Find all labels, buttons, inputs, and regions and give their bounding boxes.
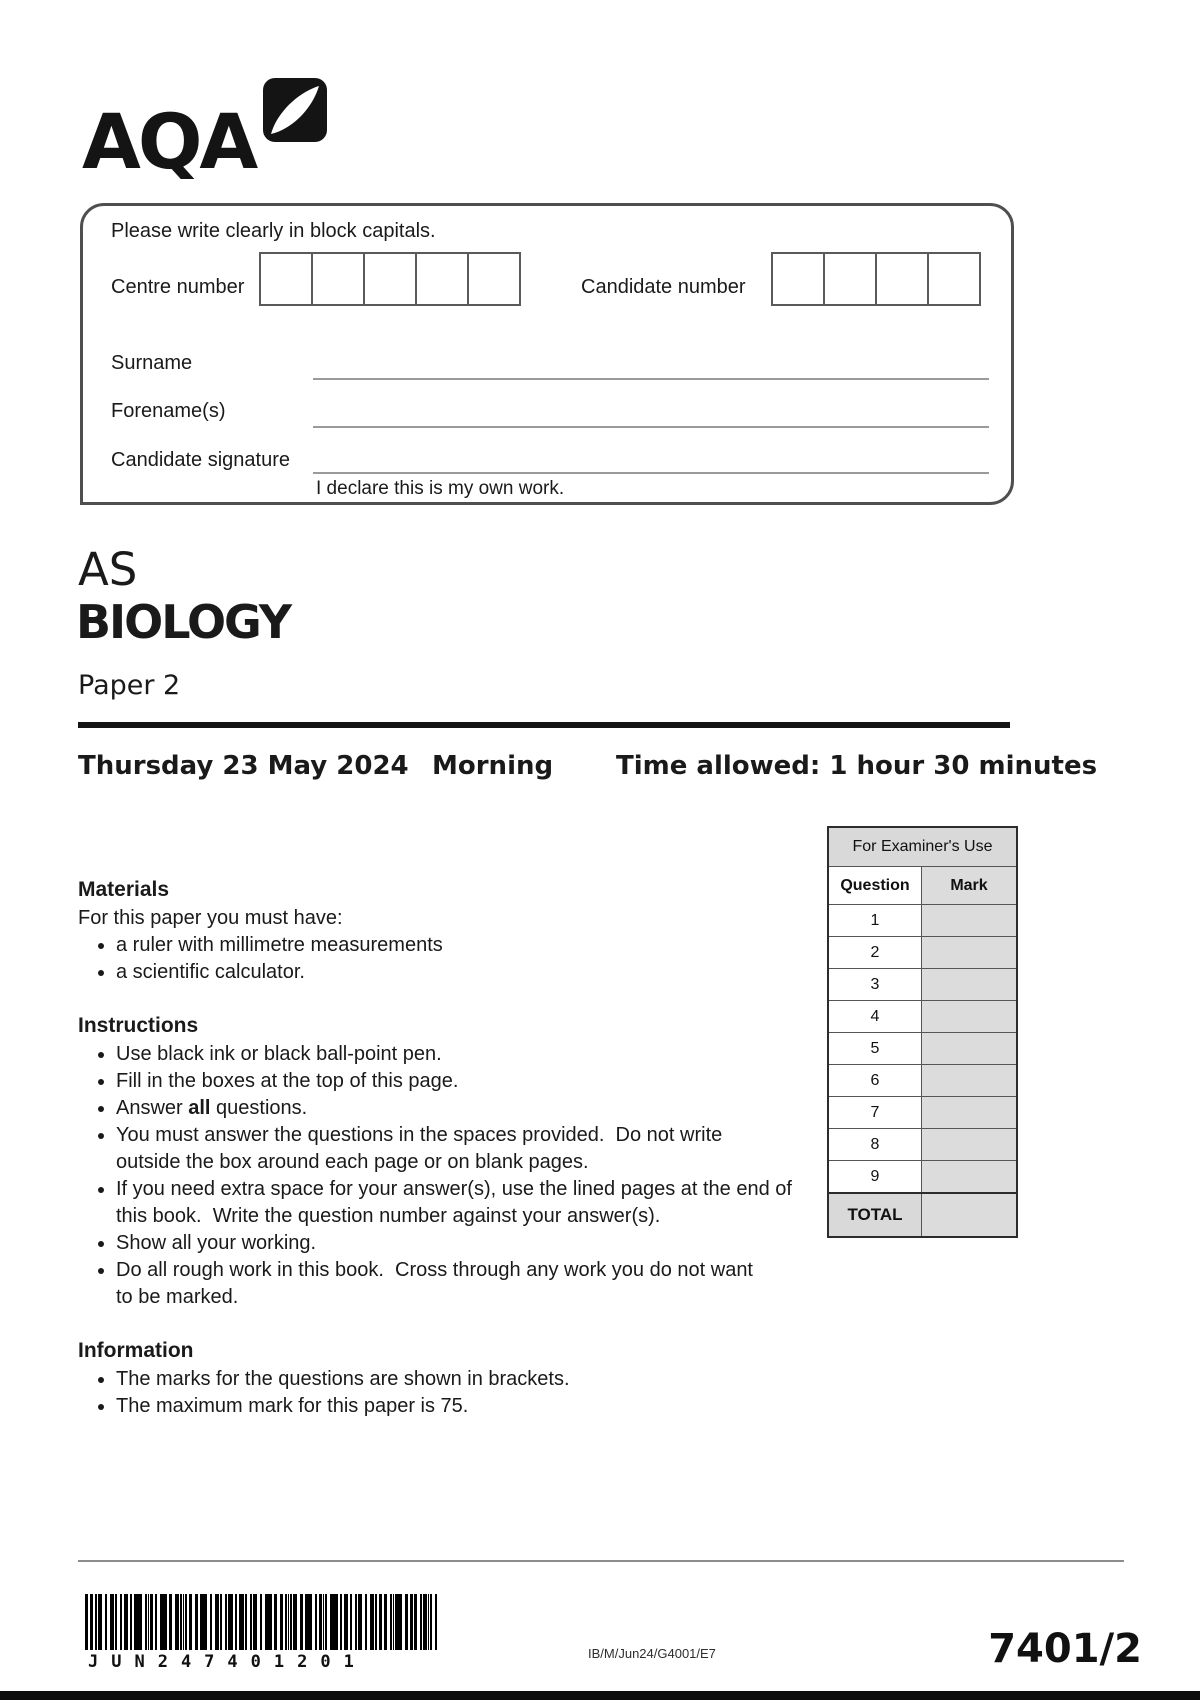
instruction-item: • Show all your working. <box>116 1230 838 1257</box>
examiner-table-total-row <box>828 1193 1017 1237</box>
mark-input-cell[interactable] <box>922 1129 1018 1161</box>
candidate-number-label: Candidate number <box>581 276 746 298</box>
exam-session: Morning <box>432 751 554 781</box>
surname-input-line[interactable] <box>313 378 989 380</box>
mark-column-header: Mark <box>922 867 1018 905</box>
examiner-table-row <box>828 1033 1017 1065</box>
paper-code: 7401/2 <box>988 1626 1142 1672</box>
question-column-header: Question <box>828 867 922 905</box>
declaration-text: I declare this is my own work. <box>316 478 565 499</box>
examiner-table-row <box>828 937 1017 969</box>
paper-reference-code: IB/M/Jun24/G4001/E7 <box>588 1646 716 1661</box>
candidate-number-input <box>771 252 979 306</box>
candidate-number-cell[interactable] <box>927 252 981 306</box>
page-bottom-bar <box>0 1691 1200 1700</box>
question-number-cell: 1 <box>828 905 922 937</box>
forenames-input-line[interactable] <box>313 426 989 428</box>
information-item: • The marks for the questions are shown in brackets. <box>116 1366 838 1393</box>
subject-title: BIOLOGY <box>76 595 291 649</box>
mark-input-cell[interactable] <box>922 1161 1018 1194</box>
examiner-table-row <box>828 1161 1017 1194</box>
examiner-table-row <box>828 969 1017 1001</box>
mark-input-cell[interactable] <box>922 1001 1018 1033</box>
question-number-cell: 8 <box>828 1129 922 1161</box>
total-mark-input-cell[interactable] <box>922 1193 1018 1237</box>
question-number-cell: 6 <box>828 1065 922 1097</box>
instruction-item: • Fill in the boxes at the top of this page. <box>116 1068 838 1095</box>
paper-number: Paper 2 <box>78 670 181 701</box>
question-number-cell: 7 <box>828 1097 922 1129</box>
materials-intro: For this paper you must have: <box>78 907 343 929</box>
question-number-cell: 2 <box>828 937 922 969</box>
information-heading: Information <box>78 1339 194 1362</box>
centre-number-input <box>259 252 519 306</box>
mark-input-cell[interactable] <box>922 1033 1018 1065</box>
qualification-level: AS <box>78 543 138 596</box>
centre-number-cell[interactable] <box>259 252 313 306</box>
examiner-table-title: For Examiner's Use <box>828 827 1017 867</box>
barcode <box>85 1594 437 1650</box>
centre-number-cell[interactable] <box>311 252 365 306</box>
aqa-leaf-icon <box>263 78 327 142</box>
time-allowed: Time allowed: 1 hour 30 minutes <box>616 751 1098 781</box>
total-label: TOTAL <box>828 1193 922 1237</box>
instructions-list <box>78 1041 838 1311</box>
mark-input-cell[interactable] <box>922 937 1018 969</box>
instruction-item: • Answer all questions. <box>116 1095 838 1122</box>
examiner-table-row <box>828 1097 1017 1129</box>
surname-label: Surname <box>111 352 193 374</box>
instructions-heading: Instructions <box>78 1014 199 1037</box>
question-number-cell: 3 <box>828 969 922 1001</box>
examiner-table-row <box>828 1065 1017 1097</box>
candidate-signature-label: Candidate signature <box>111 449 291 471</box>
materials-heading: Materials <box>78 878 170 901</box>
instruction-item: • If you need extra space for your answer(s), use the lined pages at the end of this book. Write the question number against your answer(s). <box>116 1176 838 1230</box>
aqa-logo-text: AQA <box>82 97 256 186</box>
mark-input-cell[interactable] <box>922 905 1018 937</box>
candidate-number-cell[interactable] <box>823 252 877 306</box>
centre-number-cell[interactable] <box>415 252 469 306</box>
front-cover-text <box>78 876 838 1420</box>
examiner-table-row <box>828 1001 1017 1033</box>
forenames-label: Forename(s) <box>111 400 226 422</box>
instruction-item: • You must answer the questions in the spaces provided. Do not write outside the box around each page or on blank pages. <box>116 1122 838 1176</box>
instruction-item: • Use black ink or black ball-point pen. <box>116 1041 838 1068</box>
examiner-table-row <box>828 905 1017 937</box>
question-number-cell: 9 <box>828 1161 922 1194</box>
materials-list <box>78 932 838 986</box>
materials-item: • a scientific calculator. <box>116 959 838 986</box>
question-number-cell: 4 <box>828 1001 922 1033</box>
footer-divider-line <box>78 1560 1124 1562</box>
information-item: • The maximum mark for this paper is 75. <box>116 1393 838 1420</box>
mark-input-cell[interactable] <box>922 969 1018 1001</box>
signature-input-line[interactable] <box>313 472 989 474</box>
candidate-number-cell[interactable] <box>771 252 825 306</box>
candidate-details-box <box>80 203 1014 505</box>
examiner-use-table <box>827 826 1018 1238</box>
mark-input-cell[interactable] <box>922 1065 1018 1097</box>
centre-number-cell[interactable] <box>363 252 417 306</box>
aqa-logo <box>82 78 327 186</box>
candidate-number-cell[interactable] <box>875 252 929 306</box>
centre-number-cell[interactable] <box>467 252 521 306</box>
centre-number-label: Centre number <box>111 276 245 298</box>
instruction-item: • Do all rough work in this book. Cross through any work you do not want to be marked. <box>116 1257 838 1311</box>
materials-item: • a ruler with millimetre measurements <box>116 932 838 959</box>
information-list <box>78 1366 838 1420</box>
block-capitals-instruction: Please write clearly in block capitals. <box>111 220 436 242</box>
exam-date: Thursday 23 May 2024 <box>78 751 409 781</box>
title-divider-rule <box>78 722 1010 728</box>
mark-input-cell[interactable] <box>922 1097 1018 1129</box>
barcode-text: JUN247401201 <box>88 1652 367 1672</box>
examiner-table-row <box>828 1129 1017 1161</box>
question-number-cell: 5 <box>828 1033 922 1065</box>
